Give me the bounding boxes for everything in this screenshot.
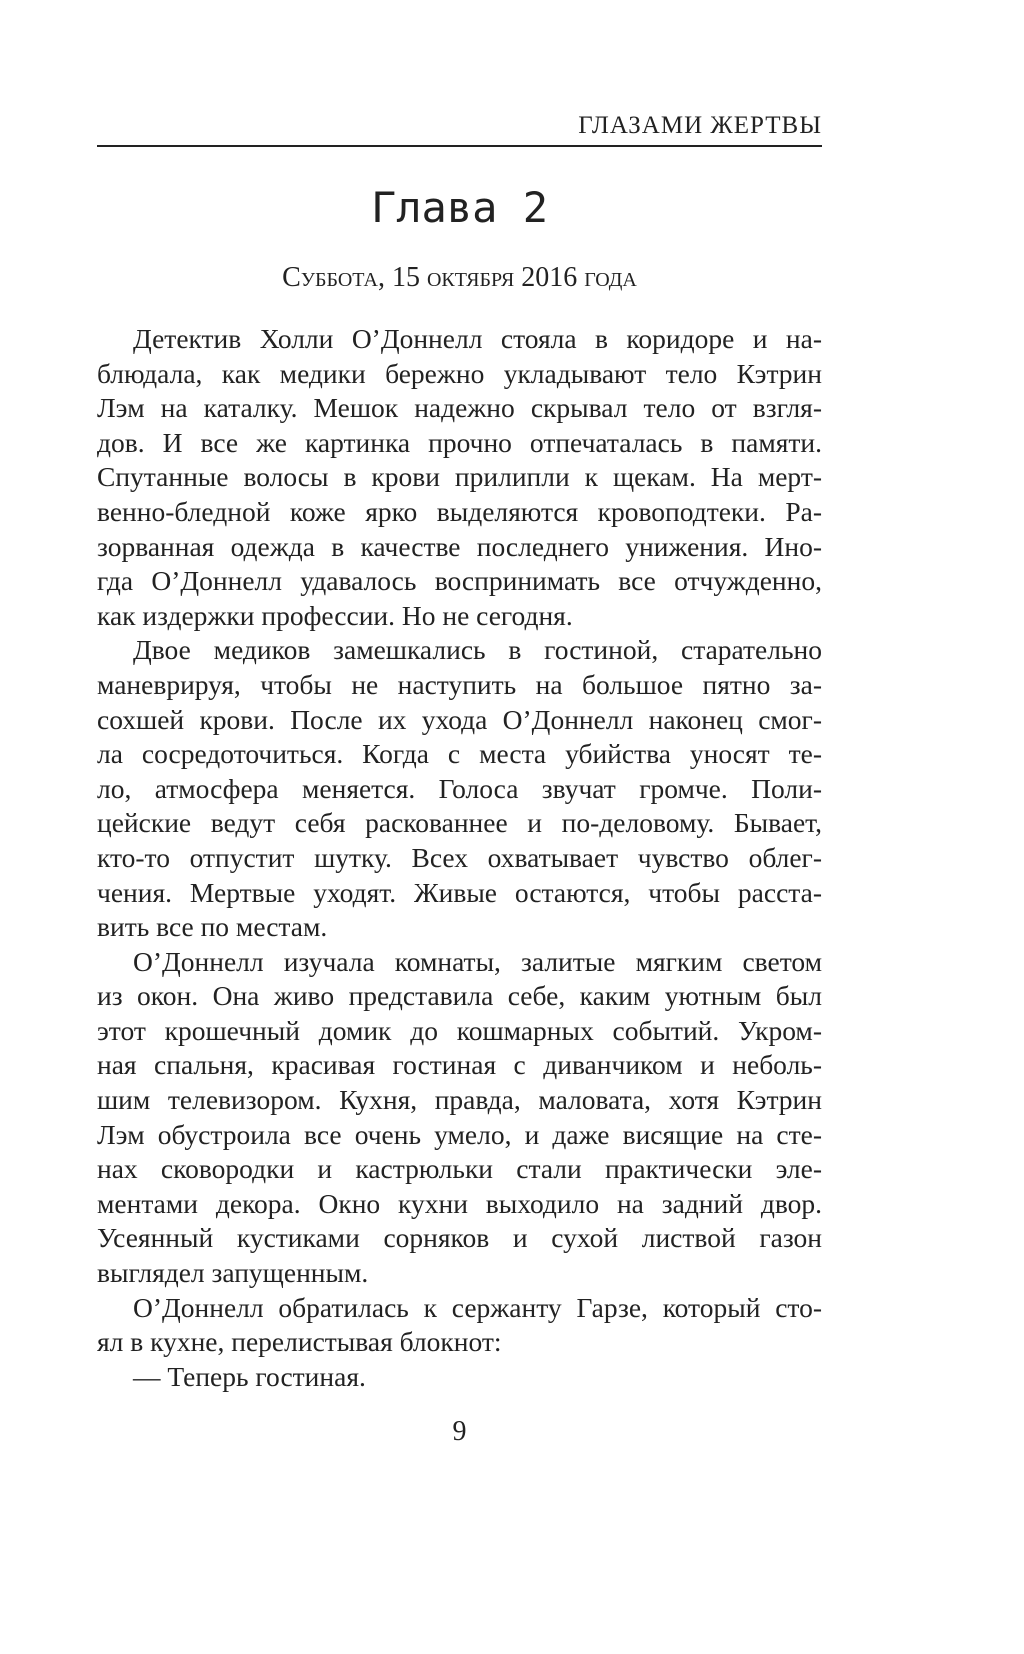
text-line: венно-бледной коже ярко выделяются кровоподтеки. Ра- [97,495,822,527]
text-line: блюдала, как медики бережно укладывают тело Кэтрин [97,357,822,389]
text-line: зорванная одежда в качестве последнего унижения. Ино- [97,530,822,562]
text-line: Лэм обустроила все очень умело, и даже висящие на сте- [97,1118,822,1150]
text-line: выглядел запущенным. [97,1257,369,1289]
page-number: 9 [452,1416,467,1447]
paragraph [97,945,822,1291]
chapter-title: Глава 2 [370,183,548,232]
text-line: Спутанные волосы в крови прилипли к щекам. На мерт- [97,461,822,493]
body-text [97,322,822,1394]
text-line: сохшей крови. После их ухода О’Доннелл наконец смог- [97,703,822,735]
running-head: ГЛАЗАМИ ЖЕРТВЫ [578,112,822,139]
text-line: вить все по местам. [97,911,328,943]
text-line: Двое медиков замешкались в гостиной, старательно [133,634,822,666]
text-line: ло, атмосфера меняется. Голоса звучат громче. Поли- [97,772,822,804]
text-line: Детектив Холли О’Доннелл стояла в коридоре и на- [133,323,822,354]
text-line: чения. Мертвые уходят. Живые остаются, чтобы расста- [97,876,822,908]
text-line: Усеянный кустиками сорняков и сухой листвой газон [97,1222,822,1254]
paragraph [97,1360,822,1395]
text-line: нах сковородки и кастрюльки стали практически эле- [97,1153,822,1185]
text-line: О’Доннелл изучала комнаты, залитые мягким светом [133,945,822,977]
paragraph [97,322,822,633]
text-line: — Теперь гостиная. [133,1360,366,1392]
paragraph [97,1291,822,1360]
text-line: маневрируя, чтобы не наступить на большое пятно за- [97,668,822,700]
text-line: ял в кухне, перелистывая блокнот: [97,1326,502,1358]
paragraph [97,633,822,944]
text-line: кто-то отпустит шутку. Всех охватывает чувство облег- [97,841,822,873]
date-line: Суббота, 15 октября 2016 года [282,262,637,293]
text-line: О’Доннелл обратилась к сержанту Гарзе, который сто- [133,1291,822,1323]
text-line: из окон. Она живо представила себе, каким уютным был [97,980,822,1012]
text-line: ла сосредоточиться. Когда с места убийства уносят те- [97,738,822,770]
text-line: ментами декора. Окно кухни выходило на задний двор. [97,1187,822,1219]
text-line: как издержки профессии. Но не сегодня. [97,599,573,631]
text-line: ная спальня, красивая гостиная с диванчиком и неболь- [97,1049,822,1081]
header-rule [97,145,822,147]
text-line: этот крошечный домик до кошмарных событий. Укром- [97,1014,822,1046]
text-line: шим телевизором. Кухня, правда, маловата, хотя Кэтрин [97,1084,822,1116]
text-line: цейские ведут себя раскованнее и по-деловому. Бывает, [97,807,822,839]
text-line: Лэм на каталку. Мешок надежно скрывал тело от взгля- [97,392,822,424]
text-line: гда О’Доннелл удавалось воспринимать все отчужденно, [97,565,822,597]
text-line: дов. И все же картинка прочно отпечаталась в памяти. [97,426,822,458]
